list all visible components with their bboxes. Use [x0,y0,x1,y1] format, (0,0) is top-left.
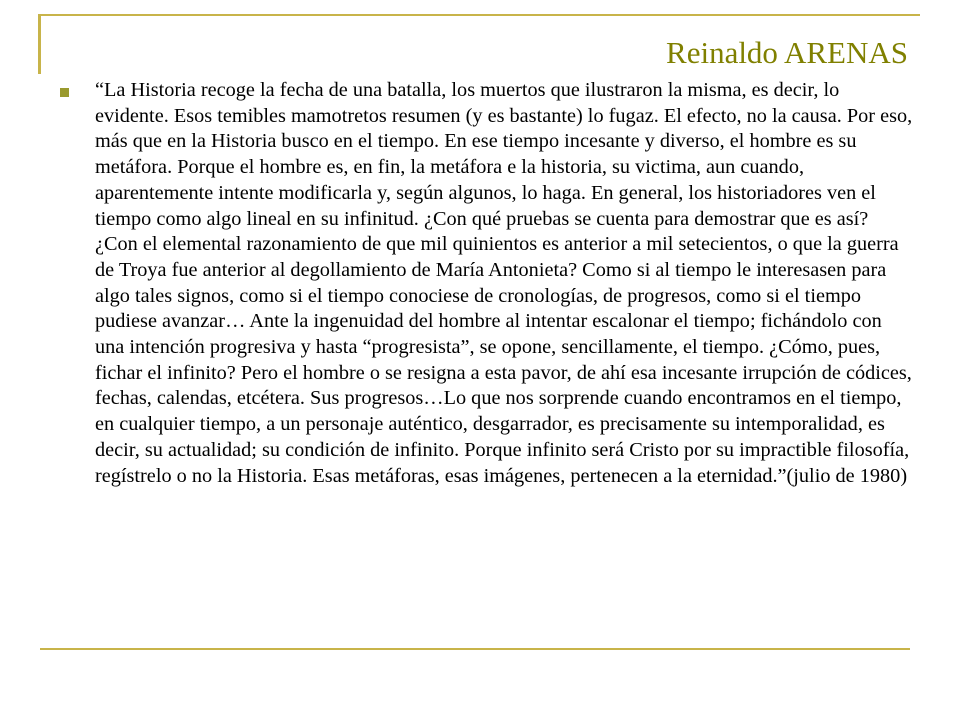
top-accent-rule [40,14,920,16]
left-accent-rule [38,14,41,74]
bottom-accent-rule [40,648,910,650]
square-bullet-icon [60,88,69,97]
slide-title: Reinaldo ARENAS [666,35,908,70]
quote-text: “La Historia recoge la fecha de una batalla, los muertos que ilustraron la misma, es decir, lo evidente. Esos temibles mamotretos resumen (y es bastante) lo fugaz. El efecto, no la causa. Por eso, más que en la Historia busco en el tiempo. En ese tiempo incesante y diverso, el hombre es su metáfora. Porque el hombre es, en fin, la metáfora e la historia, su victima, aun cuando, aparentemente intente modificarla y, según algunos, lo haga. En general, los historiadores ven el tiempo como algo lineal en su infinitud. ¿Con qué pruebas se cuenta para demostrar que es así? ¿Con el elemental razonamiento de que mil quinientos es anterior a mil setecientos, o que la guerra de Troya fue anterior al degollamiento de María Antonieta? Como si al tiempo le interesasen para algo tales signos, como si el tiempo conociese de cronologías, de progresos, como si el tiempo pudiese avanzar… Ante la ingenuidad del hombre al intentar escalonar el tiempo; fichándolo con una intención progresiva y hasta “progresista”, se opone, sencillamente, el tiempo. ¿Cómo, pues, fichar el infinito? Pero el hombre o se resigna a esta pavor, de ahí esa incesante irrupción de códices, fechas, calendas, etcétera. Sus progresos…Lo que nos sorprende cuando encontramos en el tiempo, en cualquier tiempo, a un personaje auténtico, desgarrador, es precisamente su intemporalidad, es decir, su actualidad; su condición de infinito. Porque infinito será Cristo por su impractible filosofía, regístrelo o no la Historia. Esas metáforas, esas imágenes, pertenecen a la eternidad.”(julio de 1980) [95,79,913,487]
